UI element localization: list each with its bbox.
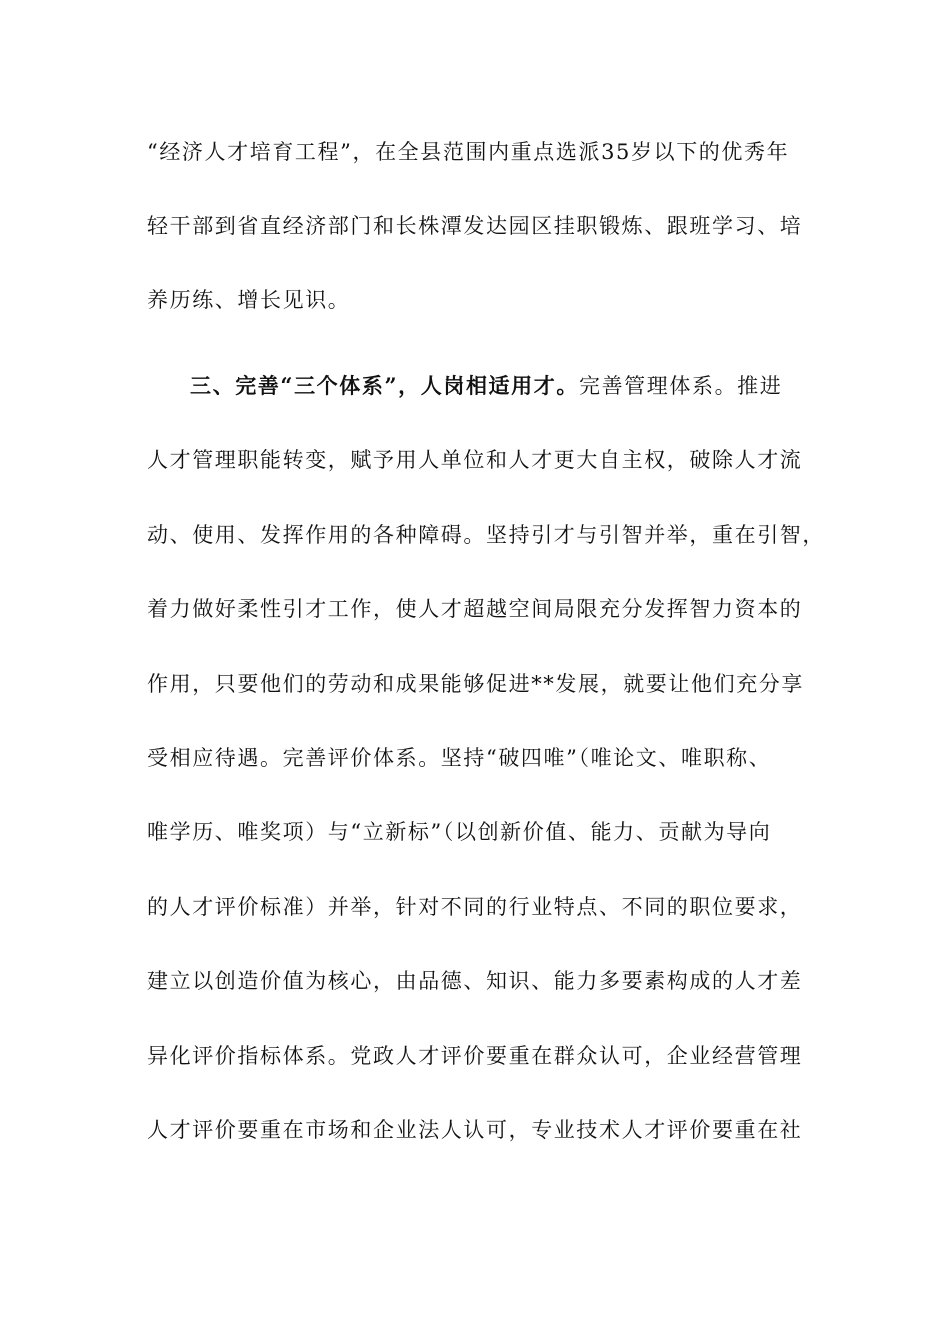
paragraph-line: 养历练、增长见识。: [147, 288, 351, 312]
paragraph-line: 的人才评价标准）并举，针对不同的行业特点、不同的职位要求，: [147, 895, 803, 919]
paragraph-line: 动、使用、发挥作用的各种障碍。坚持引才与引智并举，重在引智，: [147, 523, 825, 547]
section-heading-line: [190, 372, 850, 400]
paragraph-line: 异化评价指标体系。党政人才评价要重在群众认可，企业经营管理: [147, 1044, 803, 1068]
paragraph-line: 人才管理职能转变，赋予用人单位和人才更大自主权，破除人才流: [147, 448, 803, 472]
paragraph-line: 作用，只要他们的劳动和成果能够促进**发展，就要让他们充分享: [147, 672, 804, 696]
paragraph-line: 建立以创造价值为核心，由品德、知识、能力多要素构成的人才差: [147, 969, 803, 993]
section-heading-rest: 完善管理体系。推进: [578, 374, 783, 398]
paragraph-line: 轻干部到省直经济部门和长株潭发达园区挂职锻炼、跟班学习、培: [147, 214, 803, 238]
paragraph-line: 受相应待遇。完善评价体系。坚持“破四唯”（唯论文、唯职称、: [147, 746, 772, 770]
paragraph-line: 着力做好柔性引才工作，使人才超越空间局限充分发挥智力资本的: [147, 597, 803, 621]
section-heading: 三、完善“三个体系”，人岗相适用才。: [190, 373, 579, 398]
paragraph-line: 人才评价要重在市场和企业法人认可，专业技术人才评价要重在社: [147, 1118, 803, 1142]
paragraph-line: “经济人才培育工程”，在全县范围内重点选派35岁以下的优秀年: [147, 140, 790, 164]
paragraph-line: 唯学历、唯奖项）与“立新标”（以创新价值、能力、贡献为导向: [147, 820, 772, 844]
